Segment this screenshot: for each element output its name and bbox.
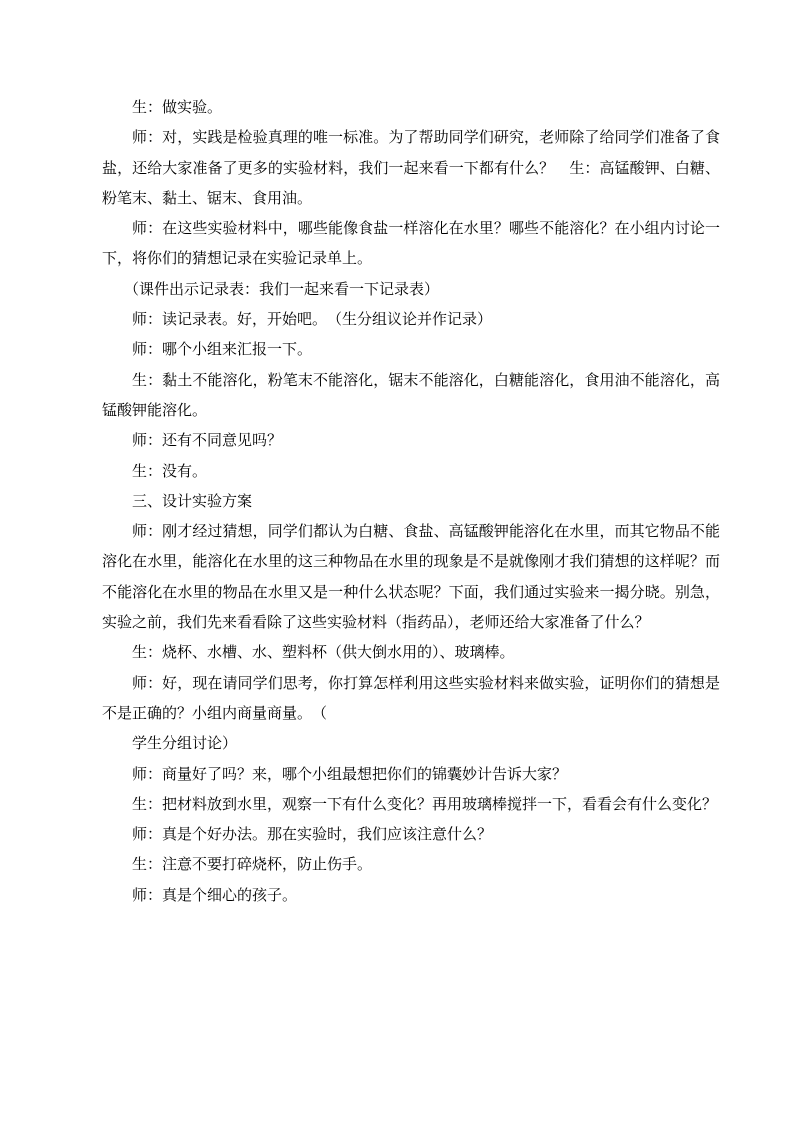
paragraph-teacher-read-table: 师：读记录表。好，开始吧。 （生分组议论并作记录） xyxy=(132,310,493,329)
paragraph-courseware-note: （课件出示记录表：我们一起来看一下记录表） xyxy=(124,279,440,298)
paragraph-student-none: 生：没有。 xyxy=(132,461,208,480)
paragraph-teacher-ready: 师：商量好了吗？来，哪个小组最想把你们的锦囊妙计告诉大家？ xyxy=(132,764,568,783)
paragraph-teacher-think: 师：好，现在请同学们思考，你打算怎样利用这些实验材料来做实验，证明你们的猜想是不是正确的？小组内商量商量。 （ xyxy=(102,673,720,722)
paragraph-teacher-good-idea: 师：真是个好办法。那在实验时，我们应该注意什么？ xyxy=(132,825,493,844)
paragraph-teacher-other-opinions: 师：还有不同意见吗？ xyxy=(132,431,283,450)
paragraph-student-caution: 生：注意不要打碎烧杯，防止伤手。 xyxy=(132,855,373,874)
paragraph-teacher-discuss: 师：在这些实验材料中，哪些能像食盐一样溶化在水里？哪些不能溶化？在小组内讨论一下，将你们的猜想记录在实验记录单上。 xyxy=(102,219,720,268)
paragraph-teacher-after-guess: 师：刚才经过猜想，同学们都认为白糖、食盐、高锰酸钾能溶化在水里，而其它物品不能溶化在水里，能溶化在水里的这三种物品在水里的现象是不是就像刚才我们猜想的这样呢？而不能溶化在水里的物品在水里又是一种什么状态呢？下面，我们通过实验来一揭分晓。别急，实验之前，我们先来看看除了这些实验材料（指药品），老师还给大家准备了什么？ xyxy=(102,522,720,632)
paragraph-student-report: 生：黏土不能溶化，粉笔末不能溶化，锯末不能溶化，白糖能溶化，食用油不能溶化，高锰酸钾能溶化。 xyxy=(102,370,720,419)
paragraph-teacher-praise: 师：真是个细心的孩子。 xyxy=(132,885,298,904)
paragraph-student-answer-experiment: 生：做实验。 xyxy=(132,98,223,116)
paragraph-group-discussion-note: 学生分组讨论） xyxy=(132,734,238,753)
paragraph-teacher-report: 师：哪个小组来汇报一下。 xyxy=(132,340,313,359)
section-heading-design-plan: 三、设计实验方案 xyxy=(132,491,253,510)
paragraph-student-equipment: 生：烧杯、水槽、水、塑料杯（供大倒水用的）、玻璃棒。 xyxy=(132,643,515,662)
paragraph-teacher-materials: 师：对，实践是检验真理的唯一标准。为了帮助同学们研究，老师除了给同学们准备了食盐，还给大家准备了更多的实验材料，我们一起来看一下都有什么？ 生：高锰酸钾、白糖、粉笔末、黏土、锯末、食用油。 xyxy=(102,128,720,207)
document-body xyxy=(102,92,720,910)
paragraph-student-method: 生：把材料放到水里，观察一下有什么变化？再用玻璃棒搅拌一下，看看会有什么变化？ xyxy=(132,794,718,813)
